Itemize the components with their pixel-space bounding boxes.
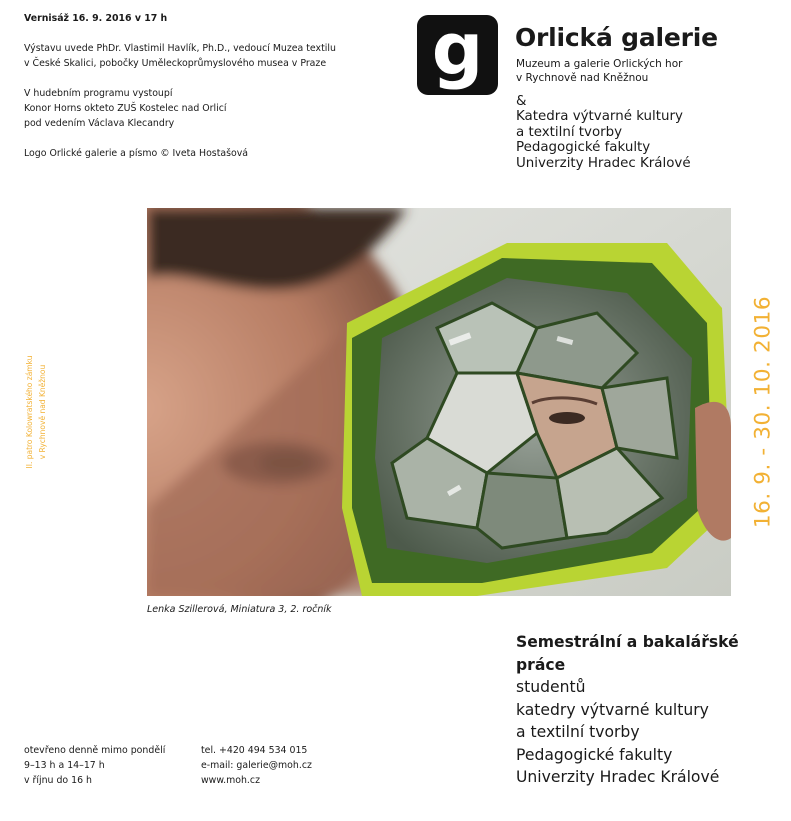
- hours-line: 9–13 h a 14–17 h: [24, 760, 105, 771]
- hours-line: v říjnu do 16 h: [24, 775, 92, 786]
- intro-line-2: v České Skalici, pobočky Uměleckoprůmyslového musea v Praze: [24, 58, 327, 69]
- hours-line: otevřeno denně mimo pondělí: [24, 745, 166, 756]
- title-line: studentů: [516, 678, 586, 696]
- partner-line: Univerzity Hradec Králové: [516, 155, 691, 171]
- music-line-3: pod vedením Václava Klecandry: [24, 118, 175, 129]
- email-link[interactable]: e-mail: galerie@moh.cz: [201, 760, 312, 771]
- gallery-logo-icon: [417, 7, 498, 95]
- vernisaz-line: Vernisáž 16. 9. 2016 v 17 h: [24, 13, 168, 24]
- contact-info: [201, 743, 312, 788]
- gallery-name: Orlická galerie: [515, 23, 718, 52]
- partner-line: Katedra výtvarné kultury: [516, 109, 683, 125]
- photo-caption: Lenka Szillerová, Miniatura 3, 2. ročník: [147, 604, 332, 615]
- title-line: Pedagogické fakulty: [516, 745, 673, 764]
- exhibition-location: [23, 356, 49, 469]
- opening-info: [24, 11, 336, 161]
- partner-line: Pedagogické fakulty: [516, 140, 651, 156]
- location-line-2: v Rychnově nad Kněžnou: [38, 364, 47, 460]
- title-bold-line: práce: [516, 655, 566, 674]
- music-line-2: Konor Horns okteto ZUŠ Kostelec nad Orlicí: [24, 103, 227, 114]
- location-line-1: II. patro Kolowratského zámku: [25, 355, 34, 469]
- credit-line: Logo Orlické galerie a písmo © Iveta Hostašová: [24, 148, 249, 159]
- title-line: katedry výtvarné kultury: [516, 700, 709, 719]
- phone-text: tel. +420 494 534 015: [201, 745, 308, 756]
- exhibition-dates: 16. 9. - 30. 10. 2016: [750, 295, 776, 529]
- opening-hours: [24, 743, 165, 788]
- logo-letter: g: [431, 7, 484, 91]
- exhibition-title: [516, 631, 746, 789]
- music-line-1: V hudebním programu vystoupí: [24, 88, 173, 99]
- intro-line-1: Výstavu uvede PhDr. Vlastimil Havlík, Ph.D., vedoucí Muzea textilu: [24, 43, 336, 54]
- gallery-subtitle: [516, 57, 682, 85]
- gallery-subtitle-line-2: v Rychnově nad Kněžnou: [516, 72, 649, 84]
- artwork-photo: [147, 208, 731, 596]
- partner-line: &: [516, 94, 527, 109]
- title-line: a textilní tvorby: [516, 723, 640, 741]
- title-line: Univerzity Hradec Králové: [516, 768, 720, 786]
- partner-institution: [516, 94, 691, 171]
- gallery-subtitle-line-1: Muzeum a galerie Orlických hor: [516, 58, 683, 70]
- title-bold-line: Semestrální a bakalářské: [516, 633, 739, 651]
- partner-line: a textilní tvorby: [516, 124, 623, 140]
- website-link[interactable]: www.moh.cz: [201, 775, 260, 786]
